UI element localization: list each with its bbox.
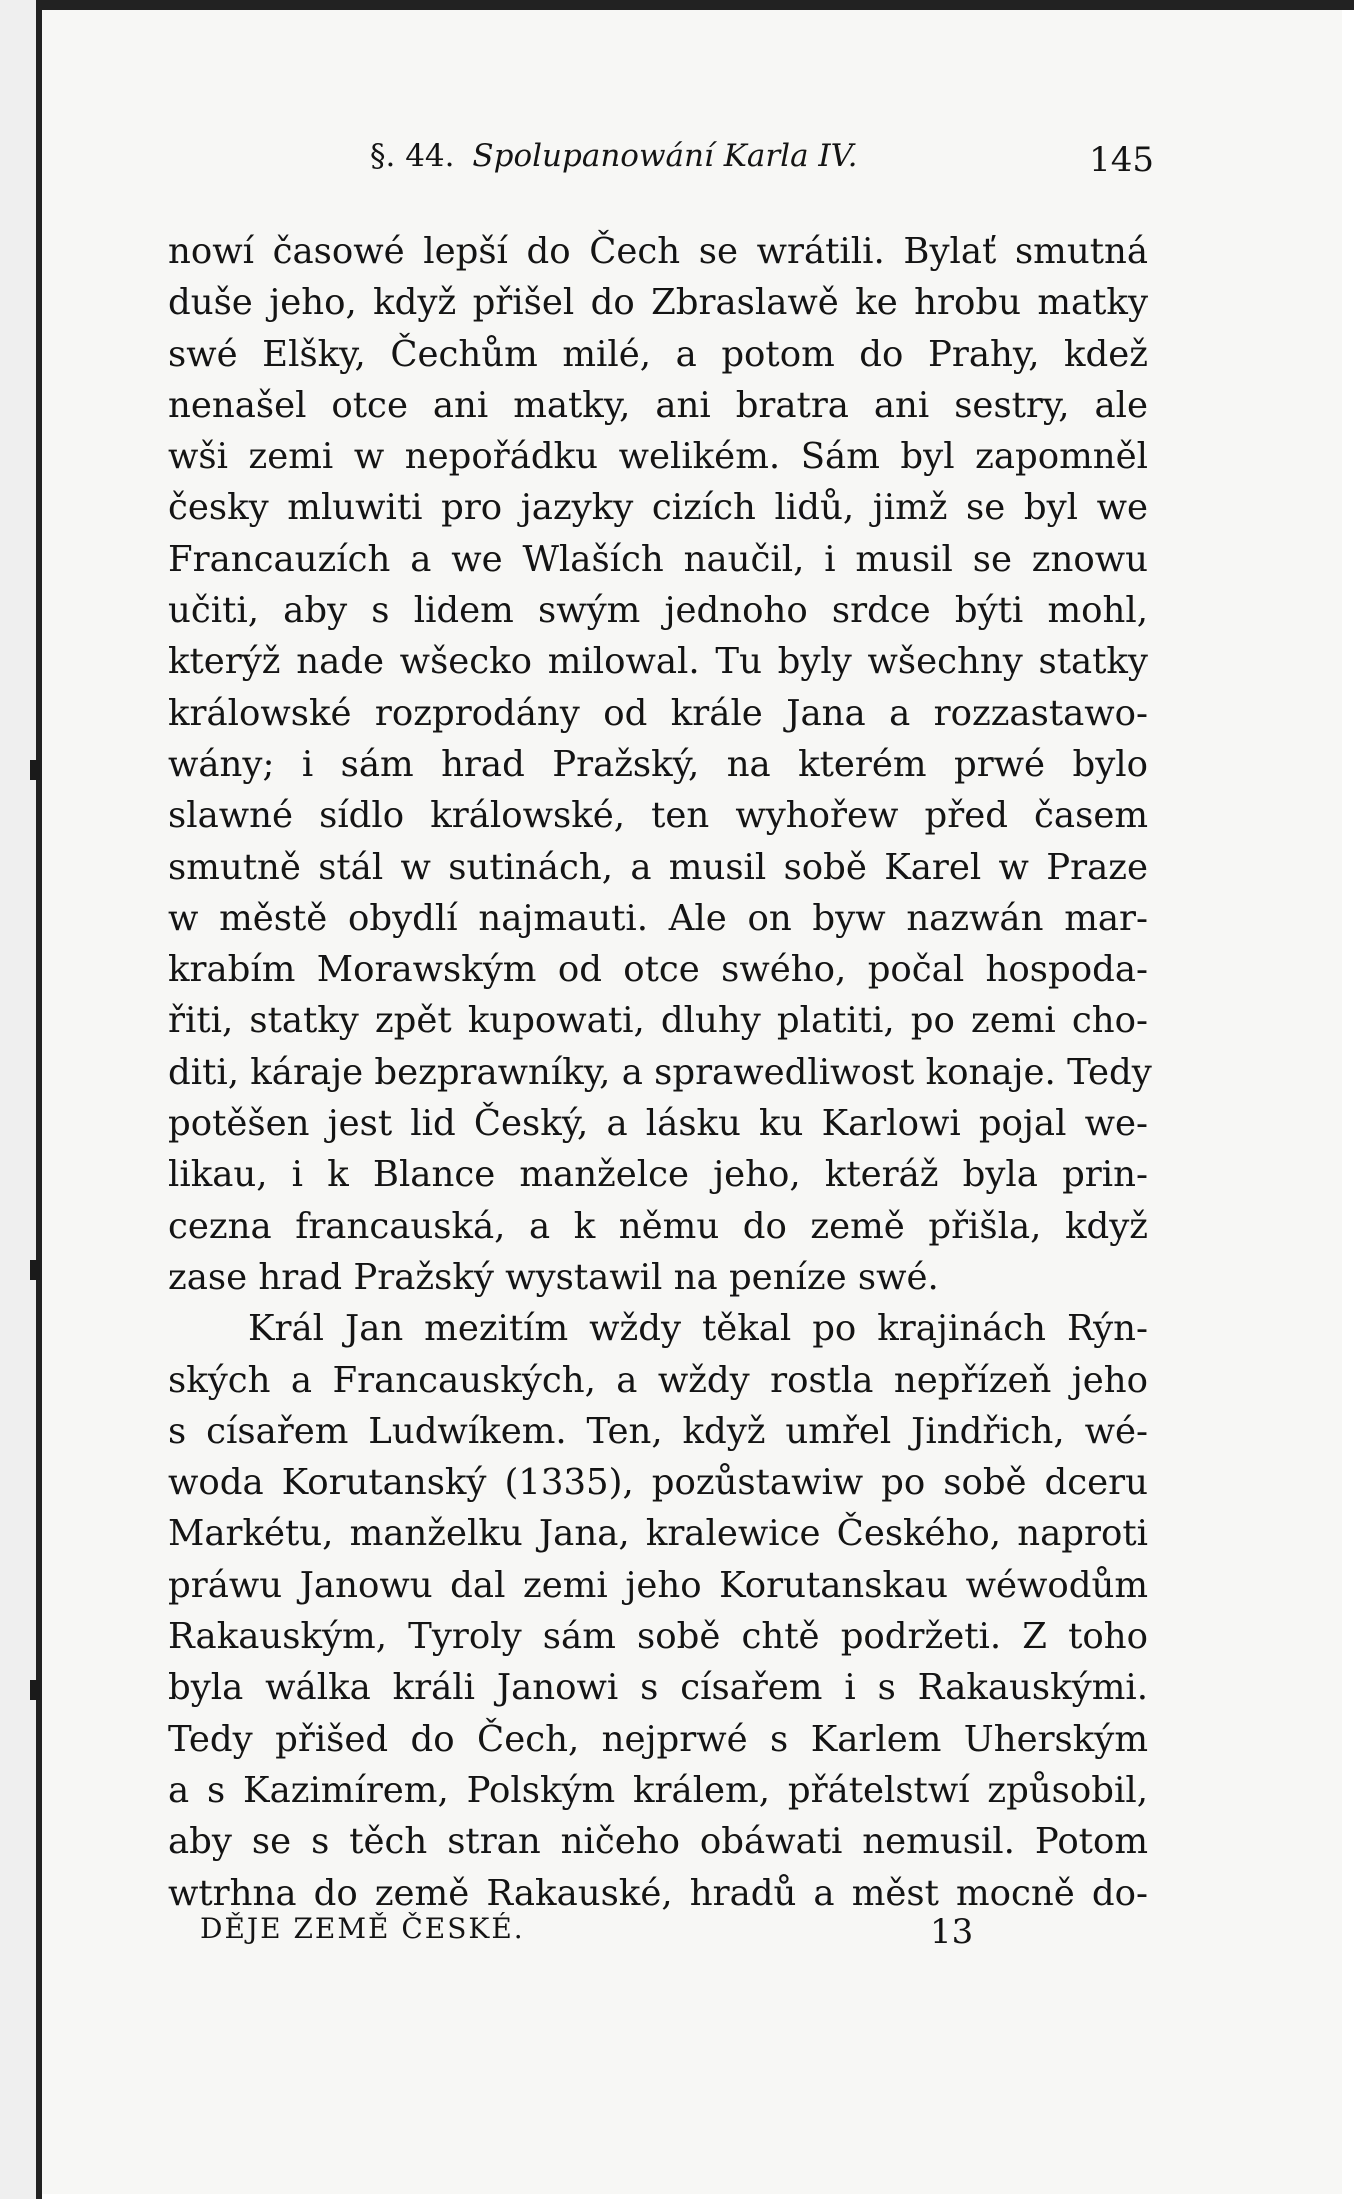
margin-mark (30, 1260, 40, 1280)
text-line: a s Kazimírem, Polským králem, přátelstwí způsobil, (168, 1769, 1148, 1811)
page-number: 145 (1089, 140, 1154, 180)
text-line: wtrhna do země Rakauské, hradů a měst mocně do- (168, 1872, 1148, 1914)
text-line: králowské rozprodány od krále Jana a rozzastawo- (168, 692, 1148, 734)
text-line: řiti, statky zpět kupowati, dluhy platiti, po zemi cho- (168, 1000, 1148, 1042)
text-line: woda Korutanský (1335), pozůstawiw po sobě dceru (168, 1462, 1148, 1504)
text-line: slawné sídlo králowské, ten wyhořew před časem (168, 795, 1148, 837)
text-line: ských a Francauských, a wždy rostla nepřízeň jeho (168, 1359, 1148, 1401)
text-line: aby se s těch stran ničeho obáwati nemusil. Potom (168, 1821, 1148, 1863)
text-line: diti, káraje bezprawníky, a sprawedliwost konaje. Tedy (168, 1051, 1152, 1093)
text-line: práwu Janowu dal zemi jeho Korutanskau wéwodům (168, 1564, 1148, 1606)
margin-mark (30, 1680, 40, 1700)
chapter-title: Spolupanowání Karla IV. (472, 138, 858, 174)
text-line: w městě obydlí najmauti. Ale on byw nazwán mar- (168, 897, 1148, 939)
scan-top-border (42, 0, 1354, 10)
text-line-paragraph-start: Král Jan mezitím wždy těkal po krajinách Rýn- (248, 1308, 1148, 1350)
body-text (168, 226, 1152, 1919)
margin-mark (30, 760, 40, 780)
scan-left-border (0, 0, 42, 2199)
text-line: wány; i sám hrad Pražský, na kterém prwé bylo (168, 743, 1148, 785)
text-line: nowí časowé lepší do Čech se wrátili. Bylať smutná (168, 231, 1148, 272)
text-line: krabím Morawským od otce swého, počal hospoda- (168, 949, 1148, 991)
text-line: učiti, aby s lidem swým jednoho srdce býti mohl, (168, 590, 1148, 632)
text-line: cezna francauská, a k němu do země přišla, když (168, 1205, 1148, 1247)
section-number: §. 44. (370, 138, 455, 174)
text-line: wši zemi w nepořádku welikém. Sám byl zapomněl (168, 436, 1148, 478)
text-line: česky mluwiti pro jazyky cizích lidů, jimž se byl we (168, 487, 1148, 529)
text-line: zase hrad Pražský wystawil na peníze swé. (168, 1256, 939, 1298)
running-head (370, 138, 1170, 188)
text-line: Rakauským, Tyroly sám sobě chtě podržeti. Z toho (168, 1616, 1148, 1658)
text-line: Francauzích a we Wlaších naučil, i musil se znowu (168, 538, 1148, 580)
text-line: likau, i k Blance manželce jeho, kteráž byla prin- (168, 1154, 1148, 1196)
signature-line: DĚJE ZEMĚ ČESKÉ. (200, 1912, 525, 1945)
text-line: Markétu, manželku Jana, kralewice Českého, naproti (168, 1513, 1148, 1555)
text-line: byla wálka králi Janowi s císařem i s Rakauskými. (168, 1667, 1148, 1709)
text-line: duše jeho, když přišel do Zbraslawě ke hrobu matky (168, 282, 1148, 324)
signature-number: 13 (930, 1912, 974, 1952)
text-line: potěšen jest lid Český, a lásku ku Karlowi pojal we- (168, 1103, 1148, 1145)
text-line: smutně stál w sutinách, a musil sobě Karel w Praze (168, 846, 1148, 888)
text-line: swé Elšky, Čechům milé, a potom do Prahy, kdež (168, 333, 1148, 375)
text-line: kterýž nade wšecko milowal. Tu byly wšechny statky (168, 641, 1148, 683)
text-line: s císařem Ludwíkem. Ten, když umřel Jindřich, wé- (168, 1410, 1148, 1452)
text-line: nenašel otce ani matky, ani bratra ani sestry, ale (168, 384, 1148, 426)
text-line: Tedy přišed do Čech, nejprwé s Karlem Uherským (168, 1718, 1148, 1760)
